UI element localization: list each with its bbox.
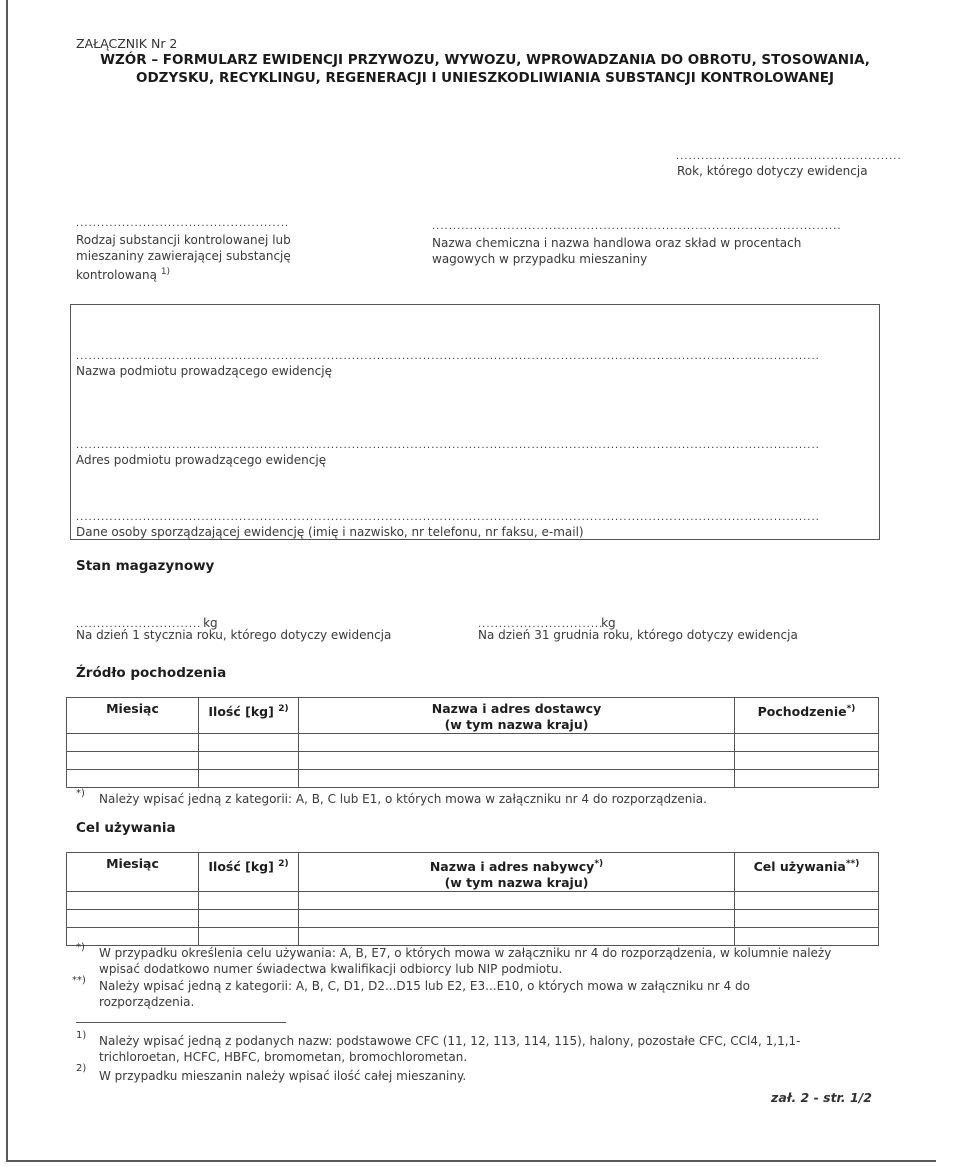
source-footnote: Należy wpisać jedną z kategorii: A, B, C lub E1, o których mowa w załączniku nr 4 do rozporządzenia.: [99, 792, 707, 806]
table-cell[interactable]: [67, 928, 199, 946]
page-label: zał. 2 - str. 1/2: [771, 1090, 872, 1105]
table-row: [67, 928, 879, 946]
stock-heading: Stan magazynowy: [76, 558, 215, 574]
substance-type-label: Rodzaj substancji kontrolowanej lub mieszaniny zawierającej substancję kontrolowaną $^{1)}$: [76, 233, 291, 282]
entity-box: [70, 304, 880, 540]
form-title-line1: WZÓR – FORMULARZ EWIDENCJI PRZYWOZU, WYWOZU, WPROWADZANIA DO OBROTU, STOSOWANIA,: [100, 52, 870, 68]
source-heading: Źródło pochodzenia: [76, 665, 227, 681]
footnote1: Należy wpisać jedną z podanych nazw: podstawowe CFC (11, 12, 113, 114, 115), halony, pozostałe CFC, CCl4, 1,1,1- trichloroetan, HCFC, HBFC, bromometan, bromochlorometan.: [99, 1034, 801, 1064]
table-row: [67, 892, 879, 910]
stock-end-field[interactable]: .............................. kg: [478, 616, 616, 630]
usage-col-month: Miesiąc: [67, 853, 199, 892]
table-cell[interactable]: [735, 928, 879, 946]
form-title-line2: ODZYSKU, RECYKLINGU, REGENERACJI I UNIESZKODLIWIANIA SUBSTANCJI KONTROLOWANEJ: [135, 70, 835, 86]
table-cell[interactable]: [199, 734, 299, 752]
source-table: [66, 697, 879, 788]
usage-col-purpose: Cel używania**): [735, 853, 879, 892]
footnote1-mark: 1): [76, 1030, 87, 1041]
year-input-line[interactable]: ......................................................: [676, 151, 902, 162]
table-cell[interactable]: [199, 910, 299, 928]
contact-label: Dane osoby sporządzającej ewidencję (imię i nazwisko, nr telefonu, nr faksu, e-mail): [76, 525, 584, 539]
table-cell[interactable]: [735, 752, 879, 770]
table-cell[interactable]: [199, 752, 299, 770]
source-footnote-mark: *): [76, 788, 85, 799]
table-cell[interactable]: [199, 770, 299, 788]
contact-input-line[interactable]: ..................................................................................................................................................................................: [76, 512, 820, 523]
stock-start-field[interactable]: .............................. kg: [76, 616, 218, 630]
usage-table: [66, 852, 879, 946]
usage-heading: Cel używania: [76, 820, 176, 836]
chemical-name-input-line[interactable]: ..................................................................................................: [432, 221, 842, 232]
table-cell[interactable]: [735, 734, 879, 752]
table-cell[interactable]: [299, 752, 735, 770]
table-cell[interactable]: [735, 770, 879, 788]
substance-type-input-line[interactable]: ...................................................: [76, 218, 290, 229]
footnote-ref-1: 1): [160, 267, 171, 277]
table-cell[interactable]: [299, 928, 735, 946]
table-cell[interactable]: [735, 892, 879, 910]
stock-start-label: Na dzień 1 stycznia roku, którego dotyczy ewidencja: [76, 628, 392, 642]
table-row: [67, 910, 879, 928]
annex-label: ZAŁĄCZNIK Nr 2: [76, 36, 178, 51]
table-row: [67, 752, 879, 770]
table-row: [67, 734, 879, 752]
table-cell[interactable]: [199, 892, 299, 910]
footnote2: W przypadku mieszanin należy wpisać ilość całej mieszaniny.: [99, 1069, 467, 1083]
table-cell[interactable]: [735, 910, 879, 928]
table-cell[interactable]: [299, 910, 735, 928]
chemical-name-label: Nazwa chemiczna i nazwa handlowa oraz skład w procentach wagowych w przypadku mieszaniny: [432, 236, 802, 266]
usage-footnote1-mark: *): [76, 942, 85, 953]
table-row: [67, 770, 879, 788]
entity-name-label: Nazwa podmiotu prowadzącego ewidencję: [76, 364, 332, 378]
usage-footnote1: W przypadku określenia celu używania: A, B, E7, o których mowa w załączniku nr 4 do rozporządzenia, w kolumnie należy wpisać dodatkowo numer świadectwa kwalifikacji odbiorcy lub NIP podmiotu.: [99, 946, 832, 976]
table-cell[interactable]: [67, 752, 199, 770]
usage-col-qty: Ilość [kg] $^{2)}$: [199, 853, 299, 892]
entity-address-input-line[interactable]: ..................................................................................................................................................................................: [76, 440, 820, 451]
table-cell[interactable]: [67, 910, 199, 928]
stock-end-label: Na dzień 31 grudnia roku, którego dotyczy ewidencja: [478, 628, 798, 642]
source-col-month: Miesiąc: [67, 698, 199, 734]
table-cell[interactable]: [299, 770, 735, 788]
source-col-supplier: Nazwa i adres dostawcy (w tym nazwa kraju): [299, 698, 735, 734]
footnote-divider: [76, 1022, 286, 1023]
entity-address-label: Adres podmiotu prowadzącego ewidencję: [76, 453, 327, 467]
usage-footnote2: Należy wpisać jedną z kategorii: A, B, C, D1, D2...D15 lub E2, E3...E10, o których mowa w załączniku nr 4 do rozporządzenia.: [99, 979, 750, 1009]
usage-col-buyer: Nazwa i adres nabywcy*) (w tym nazwa kraju): [299, 853, 735, 892]
footnote2-mark: 2): [76, 1063, 87, 1074]
table-cell[interactable]: [299, 734, 735, 752]
usage-footnote2-mark: **): [72, 975, 86, 986]
entity-name-input-line[interactable]: ..................................................................................................................................................................................: [76, 351, 820, 362]
source-col-qty: Ilość [kg] $^{2)}$: [199, 698, 299, 734]
table-cell[interactable]: [67, 770, 199, 788]
year-label: Rok, którego dotyczy ewidencja: [677, 164, 868, 178]
table-cell[interactable]: [67, 734, 199, 752]
table-cell[interactable]: [299, 892, 735, 910]
source-col-origin: Pochodzenie*): [735, 698, 879, 734]
table-cell[interactable]: [67, 892, 199, 910]
table-cell[interactable]: [199, 928, 299, 946]
